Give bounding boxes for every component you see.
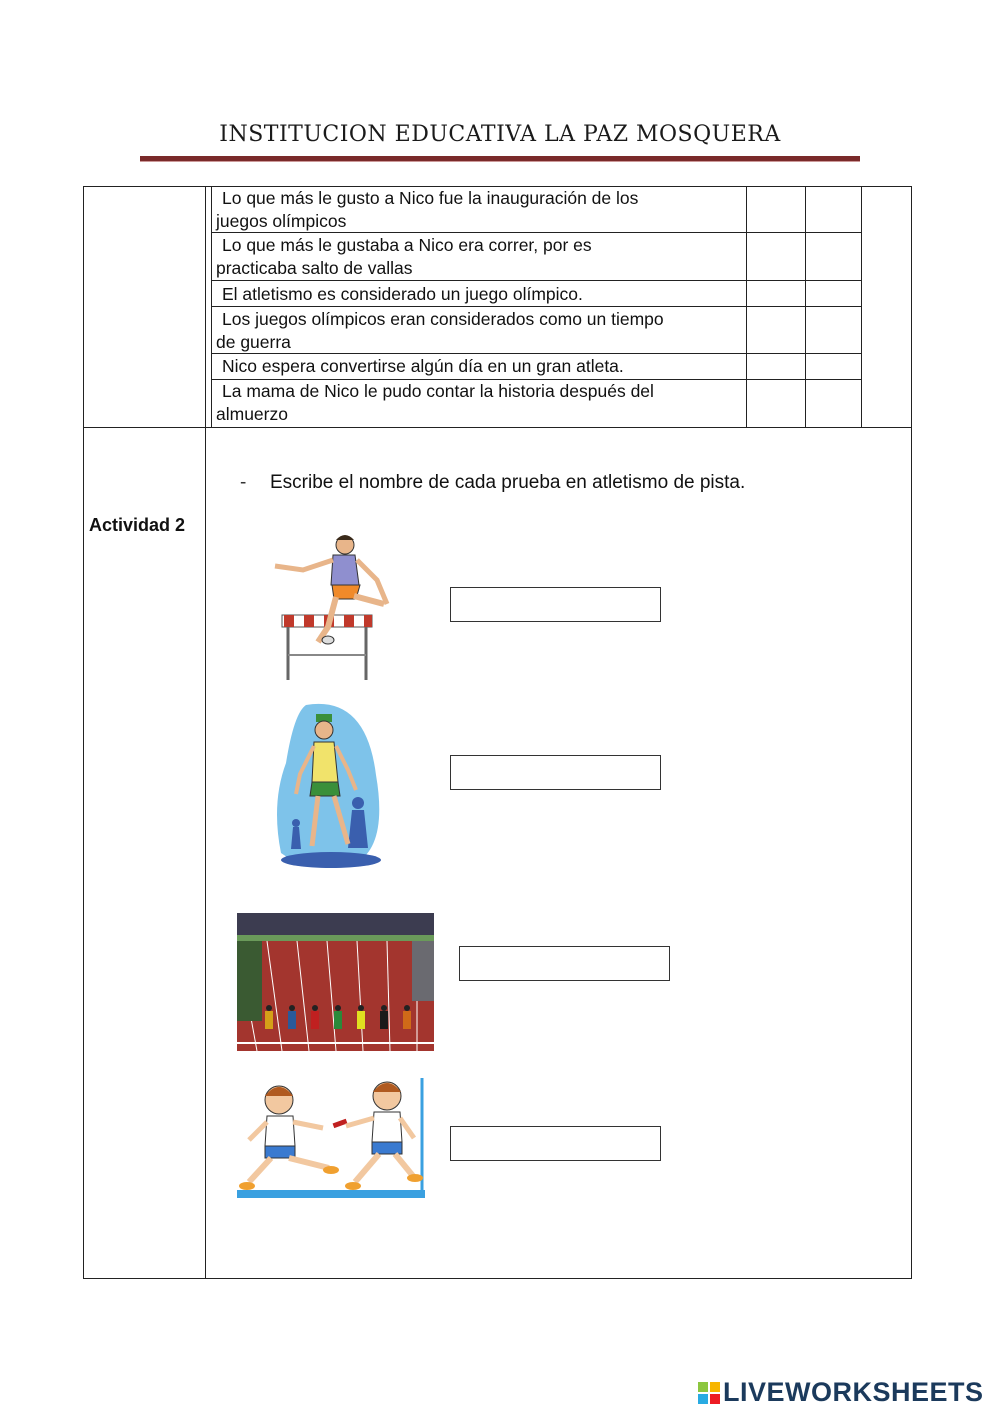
statement-row: [216, 355, 741, 378]
statement-text: La mama de Nico le pudo contar la historia después del: [222, 381, 654, 401]
statement-text: juegos olímpicos: [216, 211, 347, 231]
sprint-track-photo: [237, 913, 434, 1051]
statement-row: [216, 380, 741, 426]
statement-text: practicaba salto de vallas: [216, 258, 413, 278]
answer-input-walk[interactable]: [450, 755, 661, 790]
table-divider: [83, 427, 912, 428]
activity-label: Actividad 2: [89, 515, 186, 535]
statement-text: de guerra: [216, 332, 291, 352]
brand-text: LIVEWORKSHEETS: [723, 1377, 984, 1407]
statement-row: [216, 308, 741, 354]
instruction-text: Escribe el nombre de cada prueba en atletismo de pista.: [270, 472, 746, 493]
hurdles-illustration: [270, 530, 395, 685]
table-divider: [211, 280, 862, 281]
statement-text: Lo que más le gusto a Nico fue la inauguración de los: [222, 188, 639, 208]
statement-row: [216, 283, 741, 306]
statement-text: Los juegos olímpicos eran considerados como un tiempo: [222, 309, 664, 329]
table-divider: [211, 306, 862, 307]
relay-race-illustration: [237, 1078, 425, 1198]
statement-row: [216, 187, 741, 233]
brand-logo-icon: [698, 1382, 720, 1404]
statement-text: almuerzo: [216, 404, 288, 424]
statement-text: Nico espera convertirse algún día en un gran atleta.: [222, 356, 624, 376]
page-title: INSTITUCION EDUCATIVA LA PAZ MOSQUERA: [219, 122, 781, 147]
bullet-dash: -: [240, 472, 247, 493]
answer-input-sprint[interactable]: [459, 946, 670, 981]
statement-text: Lo que más le gustaba a Nico era correr, por es: [222, 235, 592, 255]
table-divider: [205, 186, 206, 1279]
answer-input-relay[interactable]: [450, 1126, 661, 1161]
answer-input-hurdles[interactable]: [450, 587, 661, 622]
instruction: [240, 472, 745, 494]
statement-row: [216, 234, 741, 280]
race-walk-illustration: [276, 700, 388, 870]
brand-logo-wordmark: [698, 1377, 984, 1408]
header-rule: [140, 156, 860, 162]
statement-text: El atletismo es considerado un juego olímpico.: [222, 284, 583, 304]
